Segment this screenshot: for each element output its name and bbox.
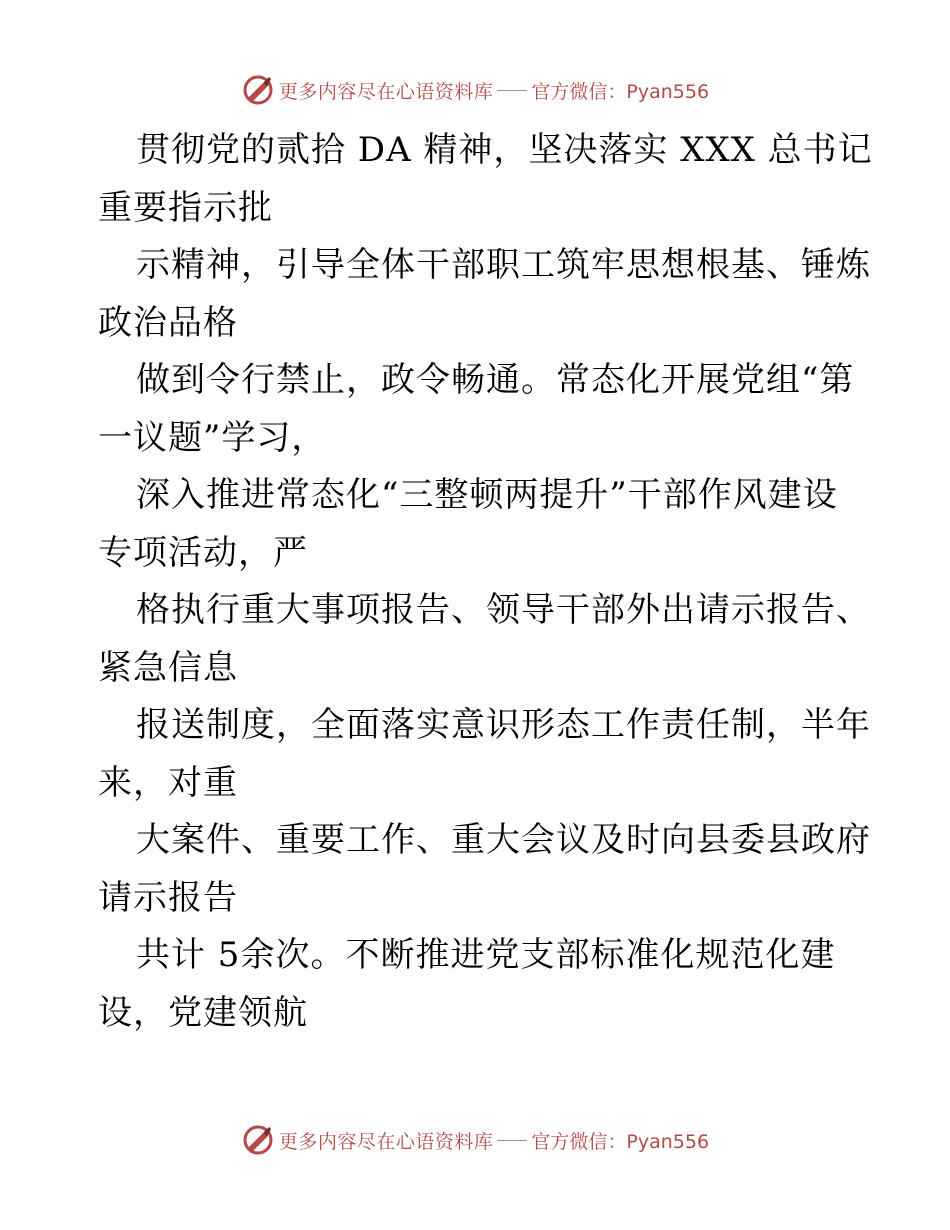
body-line: 设，党建领航 — [98, 992, 308, 1033]
body-line: 报送制度，全面落实意识形态工作责任制，半年 — [136, 705, 871, 745]
body-line: 政治品格 — [98, 302, 238, 343]
body-line: 做到令行禁止，政令畅通。常态化开展党组“第 — [136, 360, 855, 400]
pen-logo-icon — [241, 1123, 275, 1157]
body-line: 大案件、重要工作、重大会议及时向县委县政府 — [136, 820, 871, 860]
body-line: 来，对重 — [98, 762, 238, 803]
body-line: 紧急信息 — [98, 647, 238, 688]
body-line: 专项活动，严 — [98, 532, 308, 573]
pen-logo-icon — [241, 73, 275, 107]
watermark-divider — [497, 1140, 527, 1141]
body-line: 格执行重大事项报告、领导干部外出请示报告、 — [136, 590, 871, 630]
body-line: 贯彻党的贰拾 DA 精神，坚决落实 XXX 总书记 — [136, 130, 873, 170]
body-line: 重要指示批 — [98, 187, 273, 228]
body-line: 请示报告 — [98, 877, 238, 918]
watermark-text: 更多内容尽在心语资料库 — [278, 80, 494, 103]
document-body — [98, 122, 873, 1042]
watermark-footer — [0, 1120, 950, 1160]
watermark-header — [0, 70, 950, 110]
body-line: 深入推进常态化“三整顿两提升”干部作风建设 — [136, 475, 838, 515]
body-line: 一议题”学习， — [98, 417, 327, 458]
watermark-wechat: 官方微信：Pyan556 — [531, 80, 710, 103]
watermark-wechat: 官方微信：Pyan556 — [531, 1130, 710, 1153]
body-line: 示精神，引导全体干部职工筑牢思想根基、锤炼 — [136, 245, 871, 285]
watermark-divider — [497, 90, 527, 91]
body-line: 共计 5余次。不断推进党支部标准化规范化建 — [136, 935, 836, 975]
watermark-text: 更多内容尽在心语资料库 — [278, 1130, 494, 1153]
